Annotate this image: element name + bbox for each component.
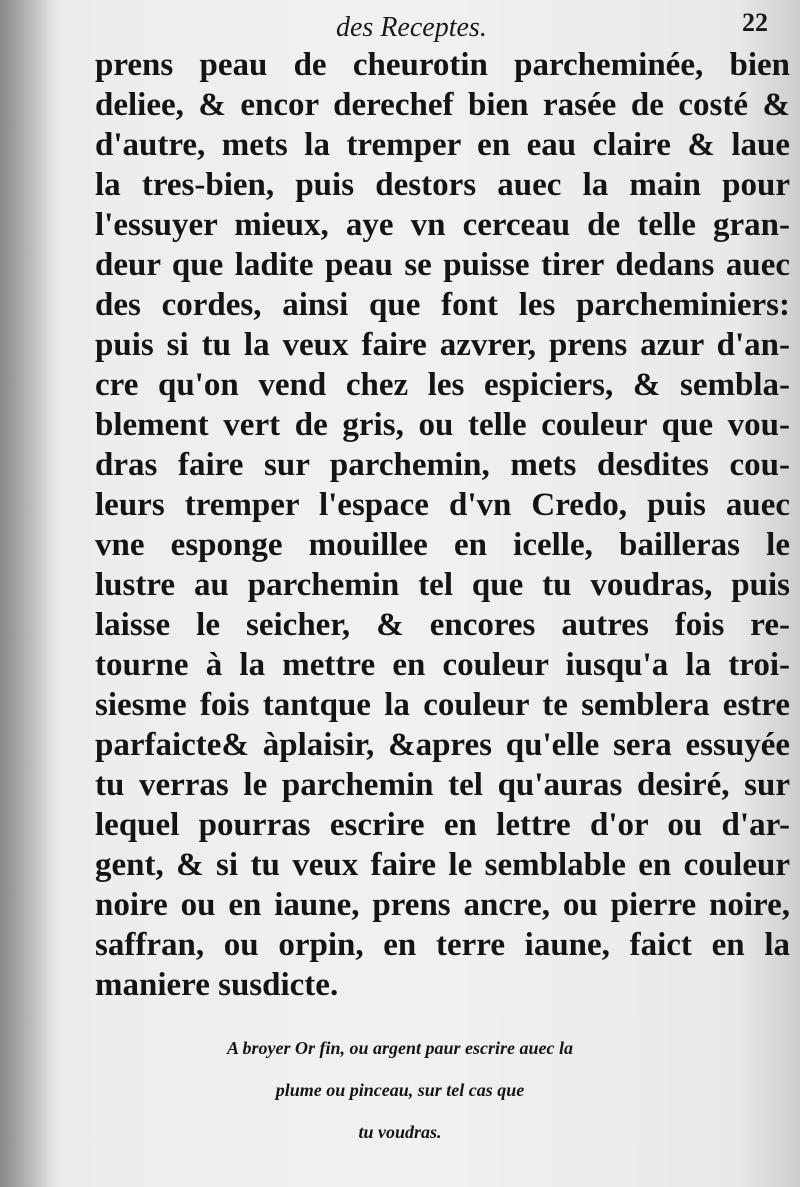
text-line: tu verras le parchemin tel qu'auras desiré, sur bbox=[95, 767, 790, 803]
text-line: lustre au parchemin tel que tu voudras, puis bbox=[95, 567, 790, 603]
text-line: cre qu'on vend chez les espiciers, & sembla- bbox=[95, 367, 790, 403]
running-head-title: des Receptes. bbox=[336, 12, 487, 43]
section-heading-line: A broyer Or fin, ou argent paur escrire auec la bbox=[226, 1038, 574, 1058]
text-line: leurs tremper l'espace d'vn Credo, puis auec bbox=[95, 487, 790, 523]
text-line: la tres-bien, puis destors auec la main pour bbox=[95, 167, 790, 203]
section-heading-line: tu voudras. bbox=[358, 1122, 442, 1142]
text-line: d'autre, mets la tremper en eau claire & laue bbox=[95, 127, 790, 163]
text-line: deliee, & encor derechef bien rasée de costé & bbox=[95, 87, 790, 123]
section-heading-line: plume ou pinceau, sur tel cas que bbox=[275, 1080, 525, 1100]
page-number: 22 bbox=[742, 8, 768, 37]
page-edge-shadow bbox=[0, 0, 60, 1187]
text-line: saffran, ou orpin, en terre iaune, faict en la bbox=[95, 927, 790, 963]
text-line: maniere susdicte. bbox=[95, 967, 339, 1003]
text-line: laisse le seicher, & encores autres fois re- bbox=[95, 607, 790, 643]
text-line: blement vert de gris, ou telle couleur que vou- bbox=[95, 407, 790, 443]
text-line: vne esponge mouillee en icelle, bailleras le bbox=[95, 527, 790, 563]
text-line: tourne à la mettre en couleur iusqu'a la troi- bbox=[95, 647, 790, 683]
text-line: dras faire sur parchemin, mets desdites cou- bbox=[95, 447, 790, 483]
text-line: gent, & si tu veux faire le semblable en couleur bbox=[95, 847, 790, 883]
text-line: puis si tu la veux faire azvrer, prens azur d'an- bbox=[95, 327, 790, 363]
text-line: des cordes, ainsi que font les parcheminiers: bbox=[95, 287, 790, 323]
running-head bbox=[0, 6, 800, 46]
text-line: lequel pourras escrire en lettre d'or ou d'ar- bbox=[95, 807, 790, 843]
text-line: prens peau de cheurotin parcheminée, bien bbox=[95, 47, 790, 83]
text-line: siesme fois tantque la couleur te semblera estre bbox=[95, 687, 790, 723]
text-line: parfaicte& àplaisir, &apres qu'elle sera essuyée bbox=[95, 727, 790, 763]
text-line: noire ou en iaune, prens ancre, ou pierre noire, bbox=[95, 887, 790, 923]
text-line: deur que ladite peau se puisse tirer dedans auec bbox=[95, 247, 790, 283]
text-line: l'essuyer mieux, aye vn cerceau de telle gran- bbox=[95, 207, 790, 243]
